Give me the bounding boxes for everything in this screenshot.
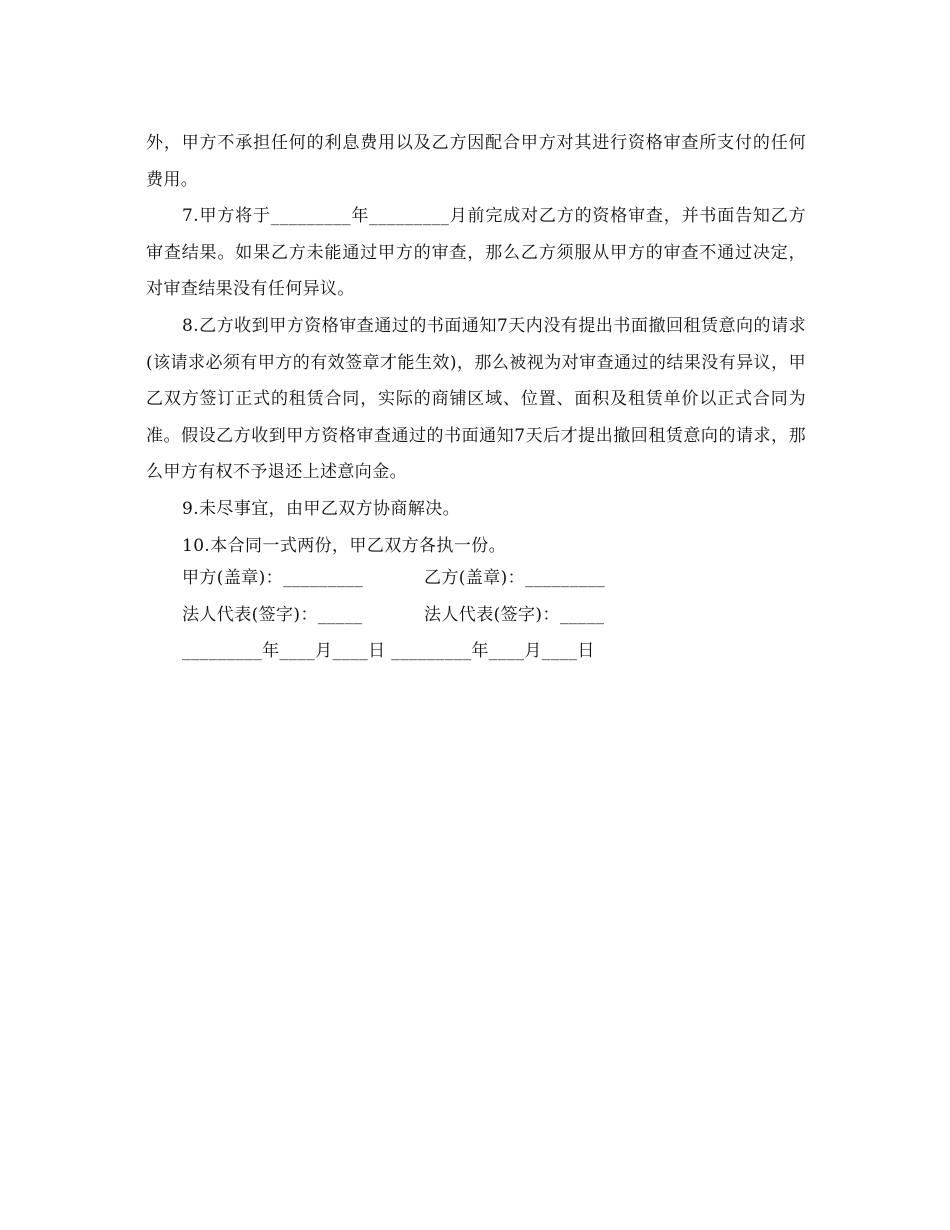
seal-row xyxy=(182,560,605,597)
party-b-representative-field: 法人代表(签字)：_____ xyxy=(424,604,605,625)
party-b-seal-field: 乙方(盖章)：_________ xyxy=(424,568,606,588)
date-fields: _________年____月____日 _________年____月____日 xyxy=(182,641,595,662)
paragraph-clause-7: 7.甲方将于_________年_________月前完成对乙方的资格审查，并书面告知乙方审查结果。如果乙方未能通过甲方的审查，那么乙方须服从甲方的审查不通过决定，对审查结果没有任何异议。 xyxy=(146,206,806,300)
paragraph-clause-8: 8.乙方收到甲方资格审查通过的书面通知7天内没有提出书面撤回租赁意向的请求(该请求必须有甲方的有效签章才能生效)，那么被视为对审查通过的结果没有异议，甲乙双方签订正式的租赁合同，实际的商铺区域、位置、面积及租赁单价以正式合同为准。假设乙方收到甲方资格审查通过的书面通知7天后才提出撤回租赁意向的请求，那么甲方有权不予退还上述意向金。 xyxy=(146,315,806,483)
party-a-representative-field: 法人代表(签字)：_____ xyxy=(182,604,363,625)
date-row xyxy=(182,633,605,670)
paragraph-continuation: 外，甲方不承担任何的利息费用以及乙方因配合甲方对其进行资格审查所支付的任何费用。 xyxy=(146,133,806,190)
contract-body xyxy=(146,125,806,564)
paragraph-clause-10: 10.本合同一式两份，甲乙双方各执一份。 xyxy=(182,535,507,556)
representative-row xyxy=(182,597,605,634)
signature-block xyxy=(182,560,605,670)
party-a-seal-field: 甲方(盖章)：_________ xyxy=(182,568,364,588)
paragraph-clause-9: 9.未尽事宜，由甲乙双方协商解决。 xyxy=(182,498,461,519)
